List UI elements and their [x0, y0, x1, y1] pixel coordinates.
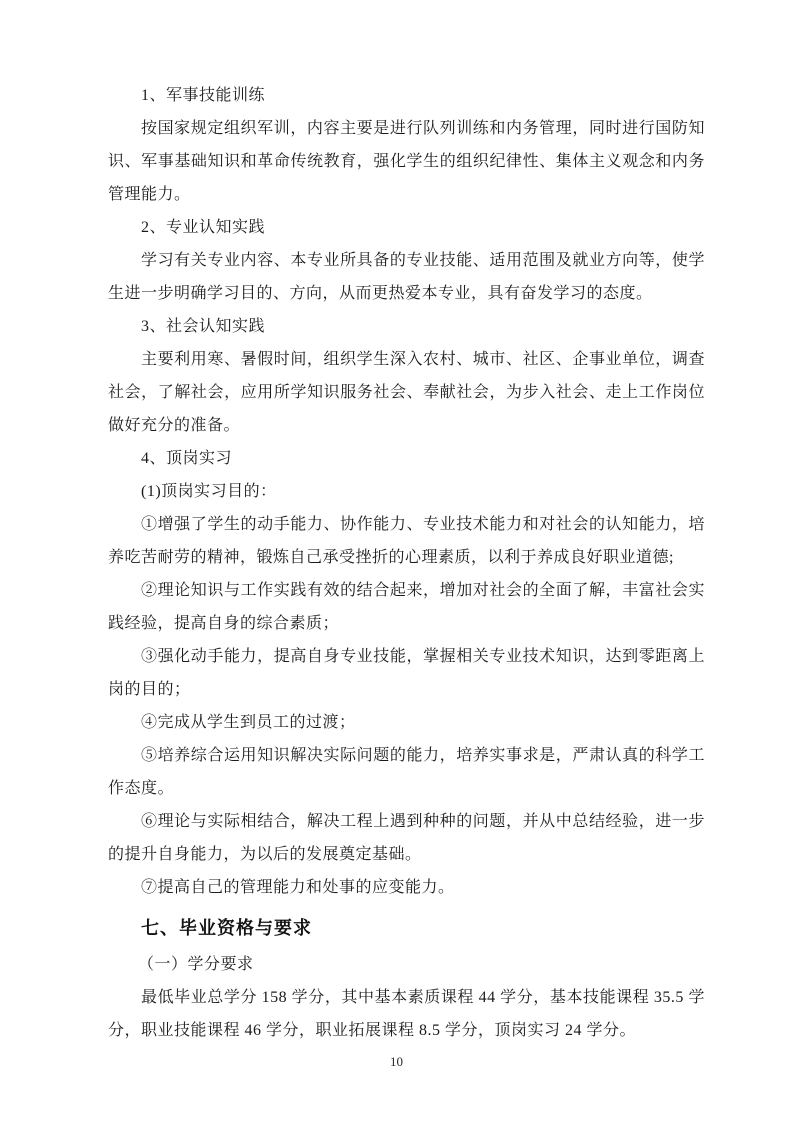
paragraph-purpose-6: ⑥理论与实际相结合，解决工程上遇到种种的问题，并从中总结经验，进一步的提升自身能力，为以后的发展奠定基础。 — [108, 813, 705, 863]
list-item-title-military-training: 1、军事技能训练 — [141, 87, 266, 104]
list-item-title-internship-purpose: (1)顶岗实习目的： — [141, 483, 277, 500]
paragraph-purpose-2: ②理论知识与工作实践有效的结合起来，增加对社会的全面了解，丰富社会实践经验，提高自身的综合素质； — [108, 582, 705, 632]
list-item-title-professional-cognition: 2、专业认知实践 — [141, 219, 266, 236]
paragraph-purpose-1: ①增强了学生的动手能力、协作能力、专业技术能力和对社会的认知能力，培养吃苦耐劳的精神，锻炼自己承受挫折的心理素质，以利于养成良好职业道德; — [108, 516, 705, 566]
paragraph-purpose-7: ⑦提高自己的管理能力和处事的应变能力。 — [141, 879, 455, 896]
page-number: 10 — [390, 1054, 403, 1069]
section-heading-graduation-requirements: 七、毕业资格与要求 — [141, 918, 312, 938]
paragraph-military-training: 按国家规定组织军训，内容主要是进行队列训练和内务管理，同时进行国防知识、军事基础知识和革命传统教育，强化学生的组织纪律性、集体主义观念和内务管理能力。 — [108, 120, 705, 203]
paragraph-purpose-4: ④完成从学生到员工的过渡； — [141, 714, 356, 731]
paragraph-social-cognition: 主要利用寒、暑假时间，组织学生深入农村、城市、社区、企事业单位，调查社会，了解社会，应用所学知识服务社会、奉献社会，为步入社会、走上工作岗位做好充分的准备。 — [108, 351, 705, 434]
list-item-title-social-cognition: 3、社会认知实践 — [141, 318, 266, 335]
paragraph-professional-cognition: 学习有关专业内容、本专业所具备的专业技能、适用范围及就业方向等，使学生进一步明确学习目的、方向，从而更热爱本专业，具有奋发学习的态度。 — [108, 252, 705, 302]
paragraph-purpose-3: ③强化动手能力，提高自身专业技能，掌握相关专业技术知识，达到零距离上岗的目的； — [108, 648, 705, 698]
paragraph-credit-requirements: 最低毕业总学分 158 学分，其中基本素质课程 44 学分，基本技能课程 35.5 学分，职业技能课程 46 学分，职业拓展课程 8.5 学分，顶岗实习 24 学分。 — [108, 989, 705, 1039]
paragraph-purpose-5: ⑤培养综合运用知识解决实际问题的能力，培养实事求是，严肃认真的科学工作态度。 — [108, 747, 705, 797]
list-item-title-internship: 4、顶岗实习 — [141, 450, 233, 467]
subsection-heading-credit-requirements: （一）学分要求 — [138, 956, 254, 973]
